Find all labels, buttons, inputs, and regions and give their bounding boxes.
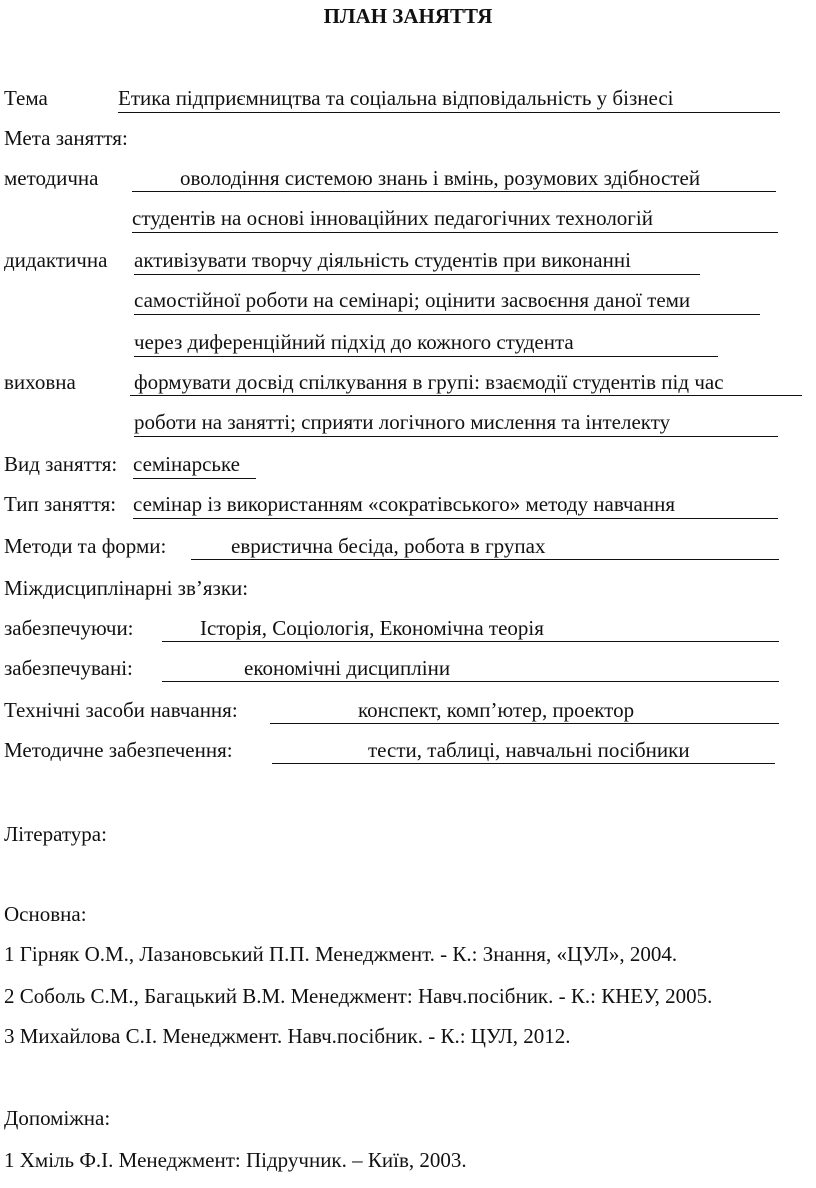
technical-means-label: Технічні засоби навчання: [4, 698, 238, 722]
topic-label: Тема [4, 86, 48, 110]
provided-label: забезпечувані: [4, 656, 133, 680]
didactic-line-3 [134, 328, 718, 357]
didactic-label: дидактична [4, 248, 108, 272]
methods-label: Методи та форми: [4, 534, 167, 558]
didactic-text-1: активізувати творчу діяльність студентів при виконанні [134, 248, 631, 272]
methods-text: евристична бесіда, робота в групах [231, 534, 546, 558]
provided-value [162, 654, 779, 682]
literature-item: 2 Соболь С.М., Багацький В.М. Менеджмент: Навч.посібник. - К.: КНЕУ, 2005. [4, 984, 713, 1008]
goal-label: Мета заняття: [4, 126, 128, 150]
didactic-line-2 [134, 286, 760, 315]
methodical-label: методична [4, 166, 99, 190]
educational-line-1 [130, 368, 802, 396]
methodical-line-1 [132, 164, 776, 192]
methodical-support-label: Методичне забезпечення: [4, 738, 233, 762]
lesson-kind-label: Вид заняття: [4, 452, 118, 476]
providing-label: забезпечуючи: [4, 616, 134, 640]
methodical-support-text: тести, таблиці, навчальні посібники [368, 738, 690, 762]
methodical-line-2 [132, 204, 778, 233]
main-literature-heading: Основна: [4, 902, 87, 926]
methodical-support-value [272, 736, 775, 764]
lesson-type-text: семінар із використанням «сократівського» методу навчання [133, 492, 676, 516]
technical-means-text: конспект, комп’ютер, проектор [358, 698, 635, 722]
educational-text-1: формувати досвід спілкування в групі: взаємодії студентів під час [134, 370, 724, 394]
literature-heading: Література: [4, 822, 107, 846]
lesson-type-label: Тип заняття: [4, 492, 117, 516]
topic-value [118, 84, 780, 113]
literature-item: 1 Хміль Ф.І. Менеджмент: Підручник. – Київ, 2003. [4, 1148, 467, 1172]
providing-value [162, 614, 779, 642]
didactic-text-3: через диференційний підхід до кожного студента [134, 330, 574, 354]
methods-value [191, 532, 779, 560]
additional-literature-heading: Допоміжна: [4, 1106, 111, 1130]
provided-text: економічні дисципліни [244, 656, 451, 680]
methodical-text-2: студентів на основі інноваційних педагогічних технологій [132, 206, 653, 230]
didactic-text-2: самостійної роботи на семінарі; оцінити засвоєння даної теми [134, 288, 691, 312]
lesson-type-value [133, 490, 778, 519]
lesson-kind-text: семінарське [133, 452, 240, 476]
lesson-kind-value [133, 450, 256, 479]
topic-text: Етика підприємництва та соціальна відповідальність у бізнесі [118, 86, 674, 110]
educational-line-2 [134, 408, 778, 437]
interdisciplinary-label: Міждисциплінарні зв’язки: [4, 576, 249, 600]
technical-means-value [270, 696, 779, 724]
didactic-line-1 [134, 246, 700, 275]
educational-label: виховна [4, 370, 76, 394]
methodical-text-1: оволодіння системою знань і вмінь, розумових здібностей [180, 166, 701, 190]
educational-text-2: роботи на занятті; сприяти логічного мислення та інтелекту [134, 410, 671, 434]
literature-item: 3 Михайлова С.І. Менеджмент. Навч.посібник. - К.: ЦУЛ, 2012. [4, 1024, 571, 1048]
literature-item: 1 Гірняк О.М., Лазановський П.П. Менеджмент. - К.: Знання, «ЦУЛ», 2004. [4, 942, 678, 966]
providing-text: Історія, Соціологія, Економічна теорія [200, 616, 544, 640]
page-title: ПЛАН ЗАНЯТТЯ [323, 4, 493, 28]
